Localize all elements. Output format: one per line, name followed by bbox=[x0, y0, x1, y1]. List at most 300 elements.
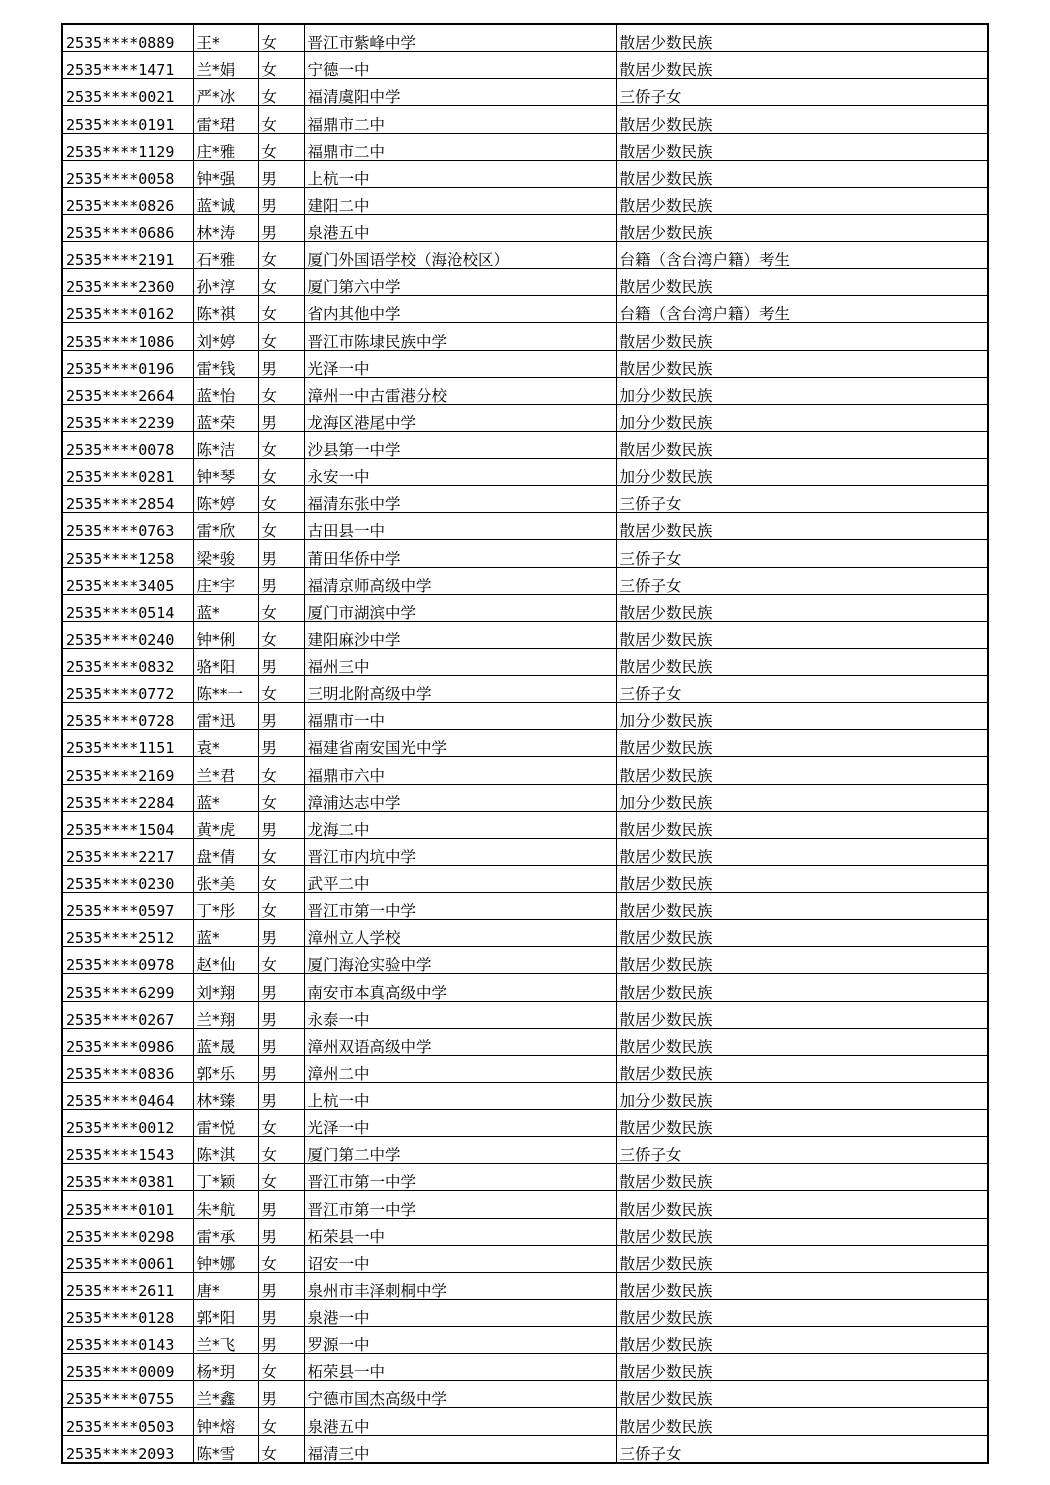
school-cell: 晋江市陈埭民族中学 bbox=[304, 323, 616, 350]
table-row bbox=[62, 893, 988, 920]
school-cell: 光泽一中 bbox=[304, 1110, 616, 1137]
exam-id-cell: 2535****0836 bbox=[62, 1055, 193, 1082]
exam-id-cell: 2535****1504 bbox=[62, 811, 193, 838]
table-row bbox=[62, 296, 988, 323]
gender-cell: 男 bbox=[258, 1381, 304, 1408]
name-cell: 蓝*荣 bbox=[193, 404, 258, 431]
school-cell: 上杭一中 bbox=[304, 160, 616, 187]
gender-cell: 男 bbox=[258, 567, 304, 594]
name-cell: 赵*仙 bbox=[193, 947, 258, 974]
name-cell: 兰*飞 bbox=[193, 1327, 258, 1354]
name-cell: 兰*君 bbox=[193, 757, 258, 784]
gender-cell: 男 bbox=[258, 730, 304, 757]
table-row bbox=[62, 1218, 988, 1245]
category-cell: 散居少数民族 bbox=[616, 1381, 988, 1408]
table-row bbox=[62, 323, 988, 350]
category-cell: 散居少数民族 bbox=[616, 1272, 988, 1299]
name-cell: 朱*航 bbox=[193, 1191, 258, 1218]
table-row bbox=[62, 838, 988, 865]
school-cell: 宁德市国杰高级中学 bbox=[304, 1381, 616, 1408]
table-row bbox=[62, 24, 988, 52]
exam-id-cell: 2535****0012 bbox=[62, 1110, 193, 1137]
name-cell: 林*涛 bbox=[193, 214, 258, 241]
exam-id-cell: 2535****0755 bbox=[62, 1381, 193, 1408]
category-cell: 散居少数民族 bbox=[616, 594, 988, 621]
name-cell: 陈*雪 bbox=[193, 1435, 258, 1463]
exam-id-cell: 2535****0986 bbox=[62, 1028, 193, 1055]
exam-id-cell: 2535****0196 bbox=[62, 350, 193, 377]
gender-cell: 男 bbox=[258, 1055, 304, 1082]
table-row bbox=[62, 214, 988, 241]
exam-id-cell: 2535****0503 bbox=[62, 1408, 193, 1435]
exam-id-cell: 2535****0143 bbox=[62, 1327, 193, 1354]
table-row bbox=[62, 350, 988, 377]
school-cell: 宁德一中 bbox=[304, 52, 616, 79]
school-cell: 莆田华侨中学 bbox=[304, 540, 616, 567]
gender-cell: 女 bbox=[258, 323, 304, 350]
school-cell: 柘荣县一中 bbox=[304, 1354, 616, 1381]
table-row bbox=[62, 513, 988, 540]
category-cell: 散居少数民族 bbox=[616, 1218, 988, 1245]
table-row bbox=[62, 1055, 988, 1082]
category-cell: 散居少数民族 bbox=[616, 1191, 988, 1218]
exam-id-cell: 2535****0230 bbox=[62, 865, 193, 892]
category-cell: 加分少数民族 bbox=[616, 1082, 988, 1109]
gender-cell: 女 bbox=[258, 296, 304, 323]
school-cell: 晋江市第一中学 bbox=[304, 893, 616, 920]
table-row bbox=[62, 540, 988, 567]
name-cell: 严*冰 bbox=[193, 79, 258, 106]
school-cell: 漳州双语高级中学 bbox=[304, 1028, 616, 1055]
exam-id-cell: 2535****2239 bbox=[62, 404, 193, 431]
table-row bbox=[62, 676, 988, 703]
gender-cell: 男 bbox=[258, 1191, 304, 1218]
gender-cell: 女 bbox=[258, 784, 304, 811]
exam-id-cell: 2535****0889 bbox=[62, 24, 193, 52]
gender-cell: 女 bbox=[258, 106, 304, 133]
gender-cell: 男 bbox=[258, 1272, 304, 1299]
gender-cell: 女 bbox=[258, 947, 304, 974]
table-row bbox=[62, 594, 988, 621]
table-row bbox=[62, 1272, 988, 1299]
school-cell: 福鼎市一中 bbox=[304, 703, 616, 730]
exam-id-cell: 2535****0298 bbox=[62, 1218, 193, 1245]
name-cell: 雷*承 bbox=[193, 1218, 258, 1245]
student-list-table bbox=[61, 23, 989, 1464]
table-row bbox=[62, 1110, 988, 1137]
gender-cell: 女 bbox=[258, 1110, 304, 1137]
gender-cell: 女 bbox=[258, 1245, 304, 1272]
exam-id-cell: 2535****0021 bbox=[62, 79, 193, 106]
exam-id-cell: 2535****0101 bbox=[62, 1191, 193, 1218]
school-cell: 福清京师高级中学 bbox=[304, 567, 616, 594]
category-cell: 散居少数民族 bbox=[616, 1164, 988, 1191]
name-cell: 陈*淇 bbox=[193, 1137, 258, 1164]
category-cell: 散居少数民族 bbox=[616, 1001, 988, 1028]
table-row bbox=[62, 1164, 988, 1191]
school-cell: 福鼎市六中 bbox=[304, 757, 616, 784]
table-row bbox=[62, 133, 988, 160]
exam-id-cell: 2535****0267 bbox=[62, 1001, 193, 1028]
exam-id-cell: 2535****2512 bbox=[62, 920, 193, 947]
table-row bbox=[62, 730, 988, 757]
category-cell: 散居少数民族 bbox=[616, 865, 988, 892]
name-cell: 兰*翔 bbox=[193, 1001, 258, 1028]
name-cell: 孙*淳 bbox=[193, 269, 258, 296]
table-row bbox=[62, 1082, 988, 1109]
school-cell: 福清虞阳中学 bbox=[304, 79, 616, 106]
name-cell: 郭*阳 bbox=[193, 1299, 258, 1326]
category-cell: 散居少数民族 bbox=[616, 920, 988, 947]
name-cell: 蓝*晟 bbox=[193, 1028, 258, 1055]
table-row bbox=[62, 1001, 988, 1028]
category-cell: 散居少数民族 bbox=[616, 160, 988, 187]
category-cell: 加分少数民族 bbox=[616, 703, 988, 730]
category-cell: 台籍（含台湾户籍）考生 bbox=[616, 296, 988, 323]
school-cell: 晋江市内坑中学 bbox=[304, 838, 616, 865]
table-row bbox=[62, 242, 988, 269]
gender-cell: 女 bbox=[258, 242, 304, 269]
table-row bbox=[62, 1191, 988, 1218]
name-cell: 陈*婷 bbox=[193, 486, 258, 513]
table-row bbox=[62, 431, 988, 458]
table-row bbox=[62, 269, 988, 296]
exam-id-cell: 2535****0597 bbox=[62, 893, 193, 920]
category-cell: 台籍（含台湾户籍）考生 bbox=[616, 242, 988, 269]
gender-cell: 女 bbox=[258, 865, 304, 892]
name-cell: 梁*骏 bbox=[193, 540, 258, 567]
name-cell: 刘*婷 bbox=[193, 323, 258, 350]
exam-id-cell: 2535****0978 bbox=[62, 947, 193, 974]
name-cell: 雷*悦 bbox=[193, 1110, 258, 1137]
name-cell: 张*美 bbox=[193, 865, 258, 892]
table-row bbox=[62, 621, 988, 648]
category-cell: 加分少数民族 bbox=[616, 784, 988, 811]
name-cell: 王* bbox=[193, 24, 258, 52]
school-cell: 福清三中 bbox=[304, 1435, 616, 1463]
category-cell: 散居少数民族 bbox=[616, 838, 988, 865]
school-cell: 龙海二中 bbox=[304, 811, 616, 838]
table-row bbox=[62, 865, 988, 892]
table-row bbox=[62, 1299, 988, 1326]
name-cell: 陈*祺 bbox=[193, 296, 258, 323]
name-cell: 钟*琴 bbox=[193, 459, 258, 486]
gender-cell: 男 bbox=[258, 648, 304, 675]
gender-cell: 女 bbox=[258, 1137, 304, 1164]
school-cell: 晋江市紫峰中学 bbox=[304, 24, 616, 52]
gender-cell: 男 bbox=[258, 974, 304, 1001]
category-cell: 三侨子女 bbox=[616, 567, 988, 594]
category-cell: 散居少数民族 bbox=[616, 1110, 988, 1137]
category-cell: 加分少数民族 bbox=[616, 459, 988, 486]
gender-cell: 男 bbox=[258, 1218, 304, 1245]
gender-cell: 女 bbox=[258, 1354, 304, 1381]
school-cell: 泉港五中 bbox=[304, 1408, 616, 1435]
gender-cell: 男 bbox=[258, 160, 304, 187]
exam-id-cell: 2535****2169 bbox=[62, 757, 193, 784]
name-cell: 陈*洁 bbox=[193, 431, 258, 458]
category-cell: 散居少数民族 bbox=[616, 757, 988, 784]
exam-id-cell: 2535****3405 bbox=[62, 567, 193, 594]
school-cell: 建阳二中 bbox=[304, 187, 616, 214]
table-row bbox=[62, 1381, 988, 1408]
exam-id-cell: 2535****0826 bbox=[62, 187, 193, 214]
gender-cell: 男 bbox=[258, 1082, 304, 1109]
table-row bbox=[62, 1245, 988, 1272]
gender-cell: 女 bbox=[258, 486, 304, 513]
school-cell: 福鼎市二中 bbox=[304, 133, 616, 160]
exam-id-cell: 2535****2284 bbox=[62, 784, 193, 811]
name-cell: 兰*鑫 bbox=[193, 1381, 258, 1408]
exam-id-cell: 2535****0009 bbox=[62, 1354, 193, 1381]
gender-cell: 男 bbox=[258, 540, 304, 567]
name-cell: 陈**一 bbox=[193, 676, 258, 703]
category-cell: 散居少数民族 bbox=[616, 947, 988, 974]
name-cell: 黄*虎 bbox=[193, 811, 258, 838]
name-cell: 雷*迅 bbox=[193, 703, 258, 730]
category-cell: 三侨子女 bbox=[616, 79, 988, 106]
table-row bbox=[62, 1137, 988, 1164]
category-cell: 三侨子女 bbox=[616, 540, 988, 567]
gender-cell: 女 bbox=[258, 377, 304, 404]
table-row bbox=[62, 1435, 988, 1463]
exam-id-cell: 2535****2360 bbox=[62, 269, 193, 296]
name-cell: 盘*倩 bbox=[193, 838, 258, 865]
exam-id-cell: 2535****0078 bbox=[62, 431, 193, 458]
table-row bbox=[62, 404, 988, 431]
category-cell: 散居少数民族 bbox=[616, 648, 988, 675]
category-cell: 散居少数民族 bbox=[616, 893, 988, 920]
exam-id-cell: 2535****2611 bbox=[62, 1272, 193, 1299]
school-cell: 沙县第一中学 bbox=[304, 431, 616, 458]
school-cell: 晋江市第一中学 bbox=[304, 1164, 616, 1191]
name-cell: 唐* bbox=[193, 1272, 258, 1299]
name-cell: 雷*欣 bbox=[193, 513, 258, 540]
gender-cell: 女 bbox=[258, 133, 304, 160]
gender-cell: 女 bbox=[258, 431, 304, 458]
school-cell: 厦门市湖滨中学 bbox=[304, 594, 616, 621]
school-cell: 厦门第二中学 bbox=[304, 1137, 616, 1164]
school-cell: 罗源一中 bbox=[304, 1327, 616, 1354]
school-cell: 晋江市第一中学 bbox=[304, 1191, 616, 1218]
category-cell: 散居少数民族 bbox=[616, 323, 988, 350]
category-cell: 散居少数民族 bbox=[616, 1299, 988, 1326]
category-cell: 散居少数民族 bbox=[616, 513, 988, 540]
name-cell: 雷*珺 bbox=[193, 106, 258, 133]
exam-id-cell: 2535****1543 bbox=[62, 1137, 193, 1164]
category-cell: 三侨子女 bbox=[616, 486, 988, 513]
exam-id-cell: 2535****1129 bbox=[62, 133, 193, 160]
name-cell: 雷*钱 bbox=[193, 350, 258, 377]
exam-id-cell: 2535****0162 bbox=[62, 296, 193, 323]
exam-id-cell: 2535****1086 bbox=[62, 323, 193, 350]
table-row bbox=[62, 1028, 988, 1055]
category-cell: 散居少数民族 bbox=[616, 1028, 988, 1055]
table-row bbox=[62, 79, 988, 106]
gender-cell: 男 bbox=[258, 1001, 304, 1028]
gender-cell: 女 bbox=[258, 79, 304, 106]
table-row bbox=[62, 920, 988, 947]
category-cell: 加分少数民族 bbox=[616, 404, 988, 431]
name-cell: 钟*娜 bbox=[193, 1245, 258, 1272]
gender-cell: 女 bbox=[258, 269, 304, 296]
school-cell: 福清东张中学 bbox=[304, 486, 616, 513]
school-cell: 福州三中 bbox=[304, 648, 616, 675]
school-cell: 泉港一中 bbox=[304, 1299, 616, 1326]
table-row bbox=[62, 187, 988, 214]
category-cell: 散居少数民族 bbox=[616, 350, 988, 377]
category-cell: 散居少数民族 bbox=[616, 187, 988, 214]
category-cell: 散居少数民族 bbox=[616, 1055, 988, 1082]
exam-id-cell: 2535****2854 bbox=[62, 486, 193, 513]
name-cell: 庄*宇 bbox=[193, 567, 258, 594]
exam-id-cell: 2535****6299 bbox=[62, 974, 193, 1001]
school-cell: 福建省南安国光中学 bbox=[304, 730, 616, 757]
gender-cell: 女 bbox=[258, 838, 304, 865]
school-cell: 泉州市丰泽刺桐中学 bbox=[304, 1272, 616, 1299]
school-cell: 建阳麻沙中学 bbox=[304, 621, 616, 648]
gender-cell: 男 bbox=[258, 1327, 304, 1354]
table-row bbox=[62, 947, 988, 974]
category-cell: 加分少数民族 bbox=[616, 377, 988, 404]
table-row bbox=[62, 757, 988, 784]
name-cell: 兰*娟 bbox=[193, 52, 258, 79]
gender-cell: 女 bbox=[258, 621, 304, 648]
gender-cell: 女 bbox=[258, 594, 304, 621]
school-cell: 厦门第六中学 bbox=[304, 269, 616, 296]
exam-id-cell: 2535****2664 bbox=[62, 377, 193, 404]
school-cell: 上杭一中 bbox=[304, 1082, 616, 1109]
category-cell: 散居少数民族 bbox=[616, 133, 988, 160]
name-cell: 蓝*诚 bbox=[193, 187, 258, 214]
school-cell: 厦门海沧实验中学 bbox=[304, 947, 616, 974]
name-cell: 蓝*怡 bbox=[193, 377, 258, 404]
category-cell: 三侨子女 bbox=[616, 1435, 988, 1463]
gender-cell: 女 bbox=[258, 1408, 304, 1435]
gender-cell: 男 bbox=[258, 920, 304, 947]
category-cell: 散居少数民族 bbox=[616, 974, 988, 1001]
school-cell: 福鼎市二中 bbox=[304, 106, 616, 133]
school-cell: 漳州二中 bbox=[304, 1055, 616, 1082]
category-cell: 散居少数民族 bbox=[616, 431, 988, 458]
exam-id-cell: 2535****0514 bbox=[62, 594, 193, 621]
table-body bbox=[62, 24, 988, 1463]
gender-cell: 女 bbox=[258, 52, 304, 79]
school-cell: 漳州立人学校 bbox=[304, 920, 616, 947]
gender-cell: 男 bbox=[258, 811, 304, 838]
gender-cell: 女 bbox=[258, 24, 304, 52]
table-row bbox=[62, 52, 988, 79]
gender-cell: 男 bbox=[258, 350, 304, 377]
table-row bbox=[62, 486, 988, 513]
name-cell: 石*雅 bbox=[193, 242, 258, 269]
name-cell: 林*臻 bbox=[193, 1082, 258, 1109]
school-cell: 古田县一中 bbox=[304, 513, 616, 540]
table-row bbox=[62, 811, 988, 838]
table-row bbox=[62, 1354, 988, 1381]
gender-cell: 男 bbox=[258, 703, 304, 730]
school-cell: 三明北附高级中学 bbox=[304, 676, 616, 703]
gender-cell: 女 bbox=[258, 1435, 304, 1463]
table-row bbox=[62, 1327, 988, 1354]
exam-id-cell: 2535****0191 bbox=[62, 106, 193, 133]
category-cell: 散居少数民族 bbox=[616, 269, 988, 296]
table-row bbox=[62, 974, 988, 1001]
exam-id-cell: 2535****0772 bbox=[62, 676, 193, 703]
category-cell: 散居少数民族 bbox=[616, 1245, 988, 1272]
exam-id-cell: 2535****0058 bbox=[62, 160, 193, 187]
school-cell: 南安市本真高级中学 bbox=[304, 974, 616, 1001]
category-cell: 散居少数民族 bbox=[616, 811, 988, 838]
name-cell: 钟*熔 bbox=[193, 1408, 258, 1435]
category-cell: 三侨子女 bbox=[616, 1137, 988, 1164]
category-cell: 散居少数民族 bbox=[616, 52, 988, 79]
name-cell: 郭*乐 bbox=[193, 1055, 258, 1082]
exam-id-cell: 2535****0240 bbox=[62, 621, 193, 648]
gender-cell: 女 bbox=[258, 513, 304, 540]
category-cell: 散居少数民族 bbox=[616, 24, 988, 52]
name-cell: 刘*翔 bbox=[193, 974, 258, 1001]
exam-id-cell: 2535****0061 bbox=[62, 1245, 193, 1272]
table-row bbox=[62, 1408, 988, 1435]
exam-id-cell: 2535****1471 bbox=[62, 52, 193, 79]
school-cell: 永泰一中 bbox=[304, 1001, 616, 1028]
exam-id-cell: 2535****0686 bbox=[62, 214, 193, 241]
category-cell: 散居少数民族 bbox=[616, 1408, 988, 1435]
table-row bbox=[62, 377, 988, 404]
gender-cell: 男 bbox=[258, 1299, 304, 1326]
category-cell: 散居少数民族 bbox=[616, 106, 988, 133]
exam-id-cell: 2535****0832 bbox=[62, 648, 193, 675]
category-cell: 散居少数民族 bbox=[616, 1327, 988, 1354]
exam-id-cell: 2535****2093 bbox=[62, 1435, 193, 1463]
school-cell: 柘荣县一中 bbox=[304, 1218, 616, 1245]
gender-cell: 男 bbox=[258, 187, 304, 214]
name-cell: 钟*强 bbox=[193, 160, 258, 187]
exam-id-cell: 2535****0728 bbox=[62, 703, 193, 730]
category-cell: 散居少数民族 bbox=[616, 214, 988, 241]
name-cell: 骆*阳 bbox=[193, 648, 258, 675]
category-cell: 散居少数民族 bbox=[616, 730, 988, 757]
table-row bbox=[62, 160, 988, 187]
category-cell: 散居少数民族 bbox=[616, 621, 988, 648]
name-cell: 庄*雅 bbox=[193, 133, 258, 160]
name-cell: 丁*彤 bbox=[193, 893, 258, 920]
gender-cell: 女 bbox=[258, 893, 304, 920]
gender-cell: 男 bbox=[258, 214, 304, 241]
exam-id-cell: 2535****0128 bbox=[62, 1299, 193, 1326]
table-row bbox=[62, 567, 988, 594]
category-cell: 散居少数民族 bbox=[616, 1354, 988, 1381]
school-cell: 泉港五中 bbox=[304, 214, 616, 241]
exam-id-cell: 2535****0381 bbox=[62, 1164, 193, 1191]
exam-id-cell: 2535****0763 bbox=[62, 513, 193, 540]
gender-cell: 男 bbox=[258, 404, 304, 431]
school-cell: 诏安一中 bbox=[304, 1245, 616, 1272]
table-row bbox=[62, 106, 988, 133]
gender-cell: 女 bbox=[258, 757, 304, 784]
school-cell: 武平二中 bbox=[304, 865, 616, 892]
school-cell: 光泽一中 bbox=[304, 350, 616, 377]
category-cell: 三侨子女 bbox=[616, 676, 988, 703]
school-cell: 永安一中 bbox=[304, 459, 616, 486]
school-cell: 漳州一中古雷港分校 bbox=[304, 377, 616, 404]
school-cell: 省内其他中学 bbox=[304, 296, 616, 323]
table-row bbox=[62, 703, 988, 730]
exam-id-cell: 2535****1151 bbox=[62, 730, 193, 757]
name-cell: 钟*俐 bbox=[193, 621, 258, 648]
exam-id-cell: 2535****1258 bbox=[62, 540, 193, 567]
